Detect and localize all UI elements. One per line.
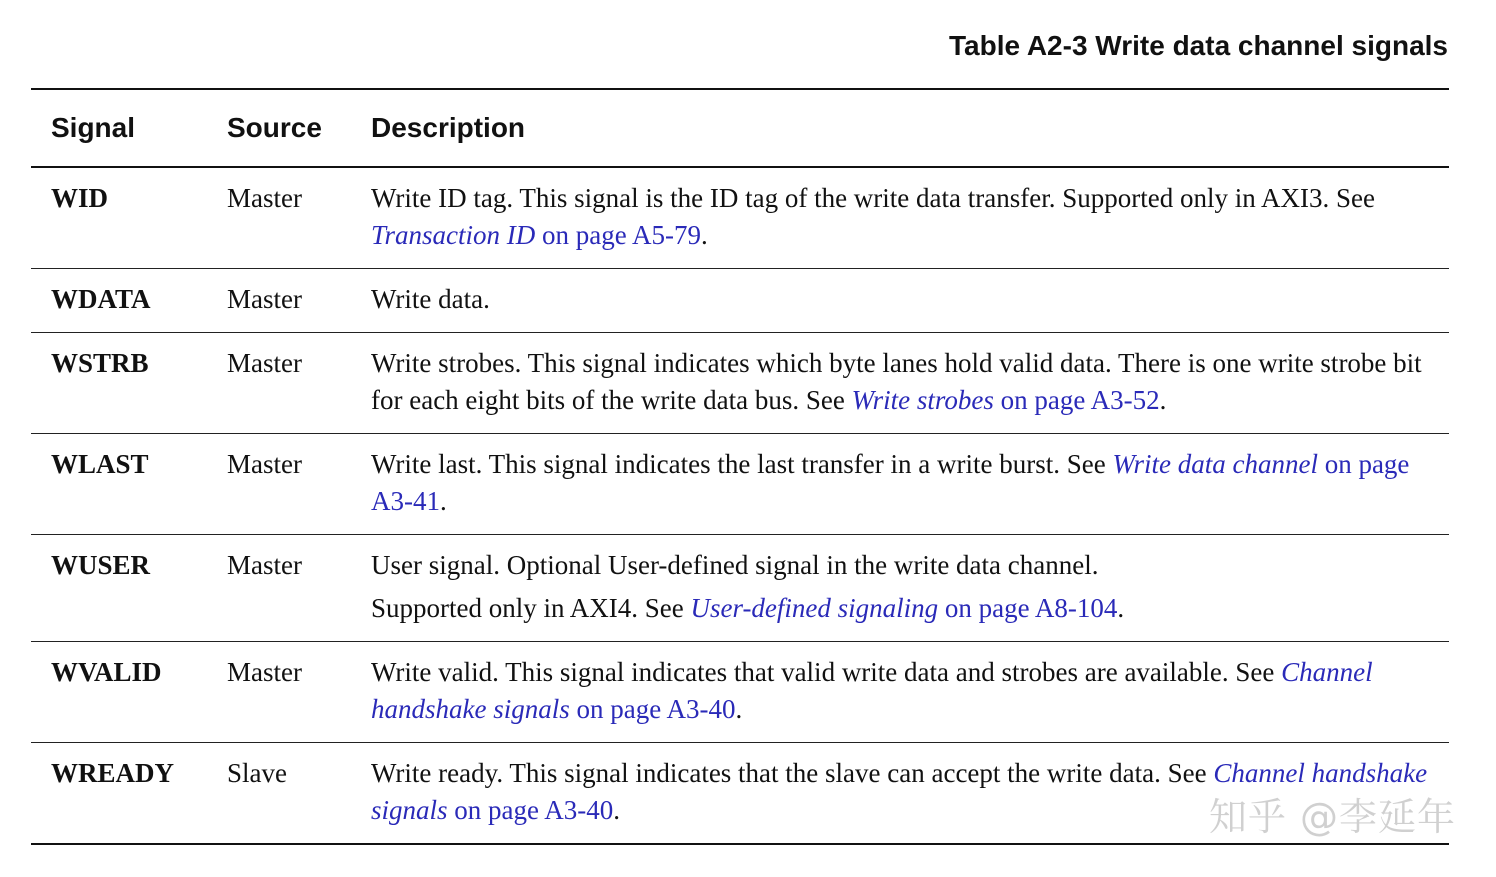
table-caption: Table A2-3 Write data channel signals bbox=[949, 30, 1448, 61]
cross-reference-link[interactable]: Write data channel on page A3-41 bbox=[371, 449, 1410, 516]
signals-table bbox=[31, 88, 1449, 845]
signal-description: Write ready. This signal indicates that the slave can accept the write data. See Channel handshake signals on page A3-40. bbox=[371, 758, 1428, 825]
signal-description: User signal. Optional User-defined signal in the write data channel. Supported only in AXI4. See User-defined signaling on page A8-104. bbox=[371, 535, 1449, 642]
signal-source: Master bbox=[227, 434, 371, 535]
signal-source: Master bbox=[227, 642, 371, 743]
signal-name: WDATA bbox=[31, 269, 227, 333]
cross-reference-link[interactable]: Channel handshake signals on page A3-40 bbox=[371, 758, 1428, 825]
table-row bbox=[31, 642, 1449, 743]
header-row bbox=[31, 89, 1449, 167]
signal-name: WSTRB bbox=[31, 333, 227, 434]
table-row bbox=[31, 167, 1449, 269]
cross-reference-link[interactable]: User-defined signaling on page A8-104 bbox=[690, 593, 1118, 623]
signal-source: Master bbox=[227, 269, 371, 333]
cross-reference-link[interactable]: Transaction ID on page A5-79 bbox=[371, 220, 701, 250]
signal-description: Write data. bbox=[371, 269, 1449, 333]
signal-name: WUSER bbox=[31, 535, 227, 642]
cross-reference-link[interactable]: Write strobes on page A3-52 bbox=[851, 385, 1160, 415]
signal-description: Write last. This signal indicates the last transfer in a write burst. See Write data channel on page A3-41. bbox=[371, 434, 1449, 535]
signal-name: WID bbox=[31, 167, 227, 269]
signal-description: Write strobes. This signal indicates which byte lanes hold valid data. There is one write strobe bit for each eight bits of the write data bus. See Write strobes on page A3-52. bbox=[371, 333, 1449, 434]
table-row bbox=[31, 535, 1449, 642]
cross-reference-link[interactable]: Channel handshake signals on page A3-40 bbox=[371, 657, 1373, 724]
header-description: Description bbox=[371, 89, 1449, 167]
signal-source: Master bbox=[227, 333, 371, 434]
signal-name: WVALID bbox=[31, 642, 227, 743]
signal-description: Write valid. This signal indicates that valid write data and strobes are available. See Channel handshake signals on page A3-40. bbox=[371, 642, 1449, 743]
header-source: Source bbox=[227, 89, 371, 167]
signal-source: Master bbox=[227, 167, 371, 269]
signal-source: Slave bbox=[227, 758, 287, 788]
table-row bbox=[31, 434, 1449, 535]
signal-name: WLAST bbox=[31, 434, 227, 535]
signal-description: Write ID tag. This signal is the ID tag of the write data transfer. Supported only in AXI3. See Transaction ID on page A5-79. bbox=[371, 167, 1449, 269]
header-signal: Signal bbox=[31, 89, 227, 167]
watermark: 知乎 @李延年 bbox=[1208, 795, 1456, 839]
table-row bbox=[31, 333, 1449, 434]
signal-source: Master bbox=[227, 535, 371, 642]
signal-name: WREADY bbox=[51, 758, 175, 788]
table-row bbox=[31, 269, 1449, 333]
